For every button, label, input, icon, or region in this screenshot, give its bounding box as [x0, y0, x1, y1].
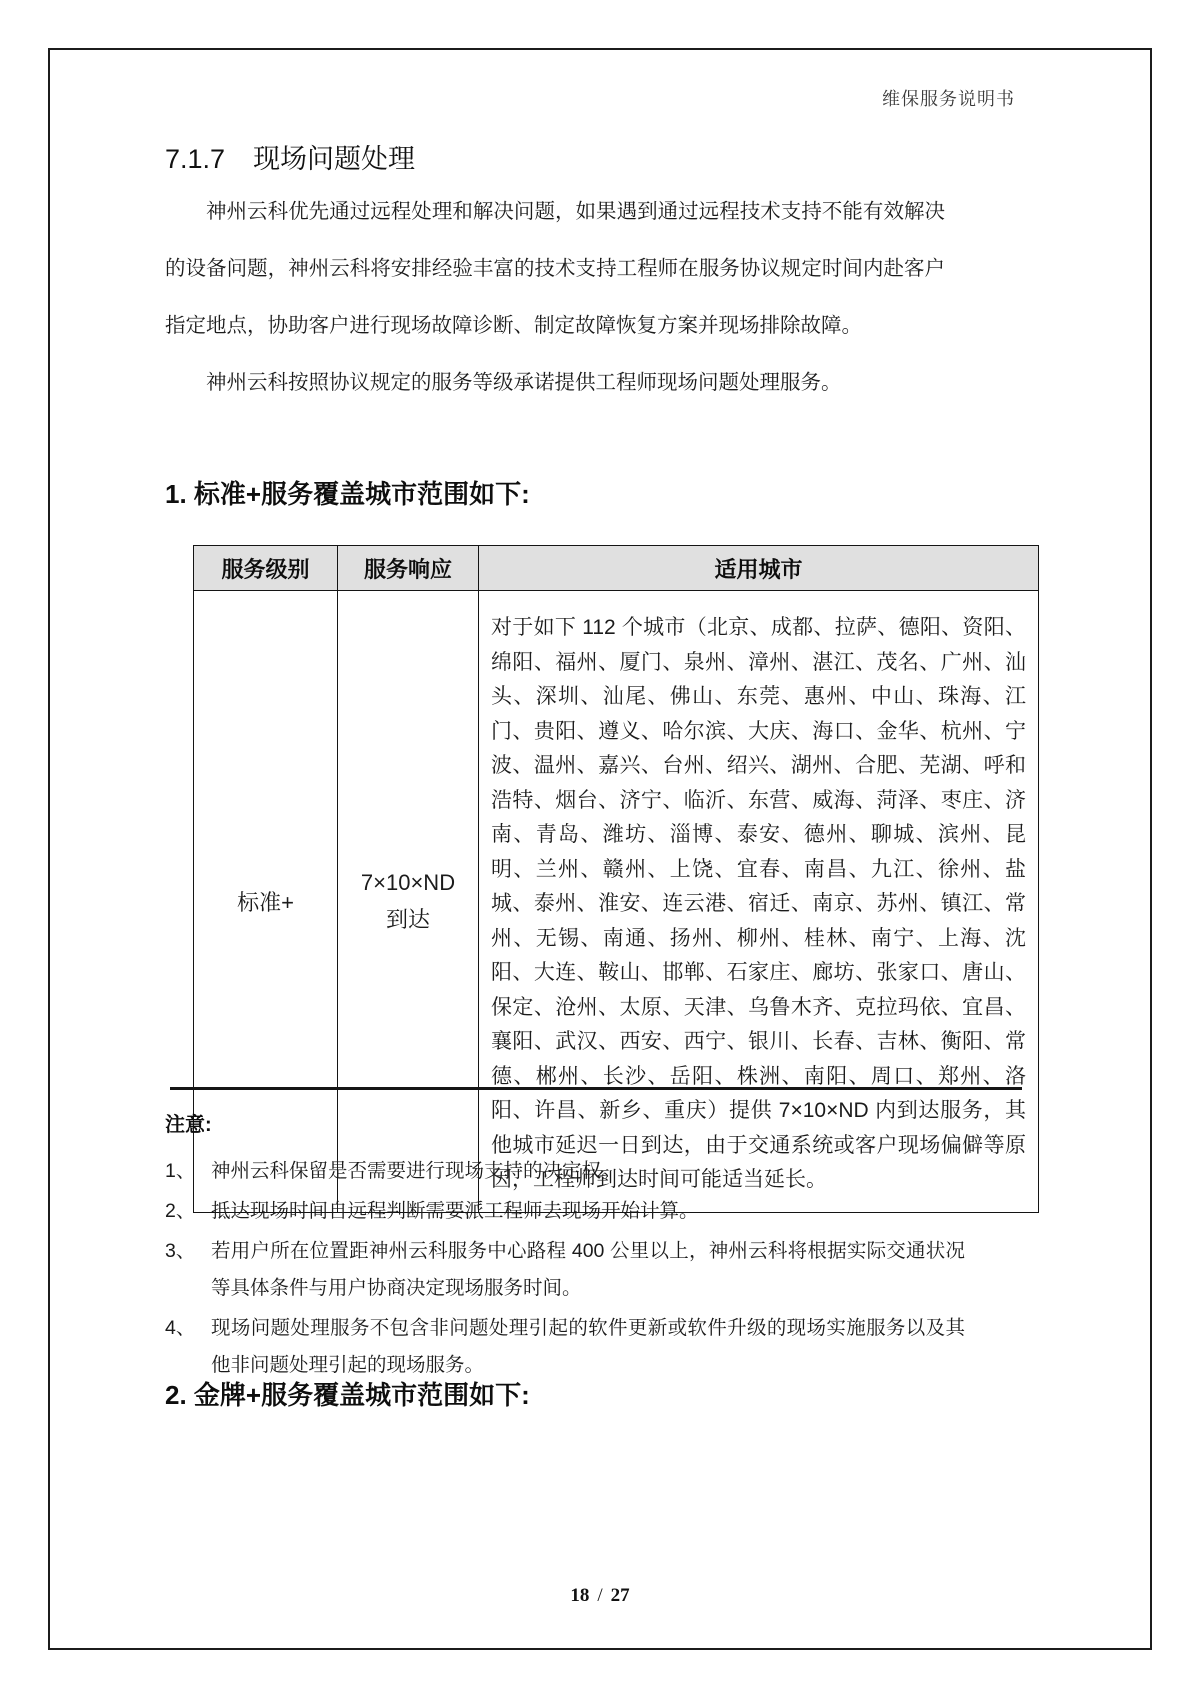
- applicable-cities-cell: 对于如下 112 个城市（北京、成都、拉萨、德阳、资阳、绵阳、福州、厦门、泉州、漳州、湛江、茂名、广州、汕头、深圳、汕尾、佛山、东莞、惠州、中山、珠海、江门、贵阳、遵义、哈尔滨、大庆、海口、金华、杭州、宁波、温州、嘉兴、台州、绍兴、湖州、合肥、芜湖、呼和浩特、烟台、济宁、临沂、东营、威海、菏泽、枣庄、济南、青岛、潍坊、淄博、泰安、德州、聊城、滨州、昆明、兰州、赣州、上饶、宜春、南昌、九江、徐州、盐城、泰州、淮安、连云港、宿迁、南京、苏州、镇江、常州、无锡、南通、扬州、柳州、桂林、南宁、上海、沈阳、大连、鞍山、邯郸、石家庄、廊坊、张家口、唐山、保定、沧州、太原、天津、乌鲁木齐、克拉玛依、宜昌、襄阳、武汉、西安、西宁、银川、长春、吉林、衡阳、常德、郴州、长沙、岳阳、株洲、南阳、周口、郑州、洛阳、许昌、新乡、重庆）提供 7×10×ND 内到达服务，其他城市延迟一日到达，由于交通系统或客户现场偏僻等原因，工程师到达时间可能适当延长。: [479, 591, 1039, 1213]
- intro-paragraphs: [165, 183, 945, 411]
- note-number: 3、: [165, 1240, 196, 1262]
- page-footer: [0, 1585, 1200, 1607]
- note-text: 抵达现场时间自远程判断需要派工程师去现场开始计算。: [211, 1200, 699, 1222]
- standard-plus-heading: 1. 标准+服务覆盖城市范围如下:: [165, 479, 530, 509]
- note-text: 神州云科保留是否需要进行现场支持的决定权。: [211, 1160, 621, 1182]
- column-header-service-response: 服务响应: [338, 546, 479, 591]
- note-text: 现场问题处理服务不包含非问题处理引起的软件更新或软件升级的现场实施服务以及其他非问题处理引起的现场服务。: [211, 1317, 965, 1376]
- page-number-total: 27: [610, 1585, 630, 1606]
- paragraph-remote-handling: 神州云科优先通过远程处理和解决问题，如果遇到通过远程技术支持不能有效解决的设备问题，神州云科将安排经验丰富的技术支持工程师在服务协议规定时间内赴客户指定地点，协助客户进行现场故障诊断、制定故障恢复方案并现场排除故障。: [165, 200, 945, 337]
- note-number: 1、: [165, 1160, 196, 1182]
- doc-header-title: 维保服务说明书: [882, 89, 1015, 109]
- table-header-row: [194, 546, 1039, 591]
- section-heading: [165, 137, 415, 176]
- note-number: 4、: [165, 1317, 196, 1339]
- service-level-cell: 标准+: [194, 591, 338, 1213]
- gold-plus-heading: 2. 金牌+服务覆盖城市范围如下:: [165, 1380, 530, 1410]
- note-item: [165, 1193, 965, 1230]
- column-header-applicable-cities: 适用城市: [479, 546, 1039, 591]
- section-number: 7.1.7: [165, 144, 226, 174]
- column-header-service-level: 服务级别: [194, 546, 338, 591]
- notes-title: 注意:: [165, 1114, 212, 1136]
- note-item: [165, 1233, 965, 1307]
- response-time: 7×10×ND: [360, 870, 456, 896]
- paragraph-service-level: 神州云科按照协议规定的服务等级承诺提供工程师现场问题处理服务。: [206, 371, 842, 394]
- note-number: 2、: [165, 1200, 196, 1222]
- section-divider: [170, 1087, 1022, 1090]
- note-item: [165, 1153, 965, 1190]
- note-text: 若用户所在位置距神州云科服务中心路程 400 公里以上，神州云科将根据实际交通状况等具体条件与用户协商决定现场服务时间。: [211, 1240, 965, 1299]
- page-number-separator: /: [597, 1585, 603, 1606]
- section-title: 现场问题处理: [253, 144, 416, 174]
- page-number-current: 18: [570, 1585, 590, 1606]
- notes-section: [165, 1108, 965, 1387]
- response-arrival: 到达: [385, 907, 430, 933]
- note-item: [165, 1310, 965, 1384]
